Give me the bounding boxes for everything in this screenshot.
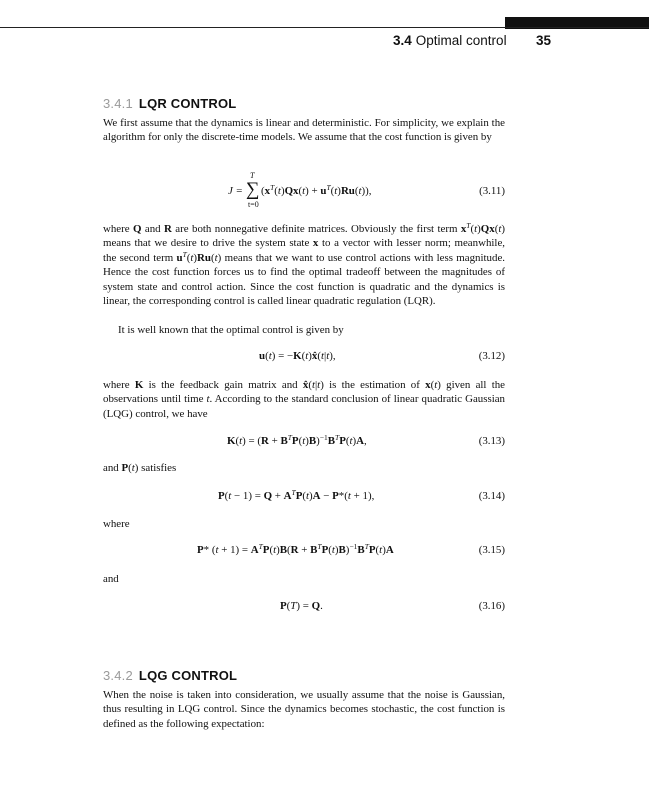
equation-3-15: P* $(t + 1) = A^TP(t)B(R + B^TP(t)B)^{-1}B^TP(t)A$ (3.15)	[197, 542, 505, 556]
section-number: 3.4.2	[103, 668, 133, 683]
section-number: 3.4.1	[103, 96, 133, 111]
text-and-p-satisfies: and P(t) satisfies	[103, 462, 177, 474]
text-where: where	[103, 518, 130, 530]
running-head	[393, 33, 551, 51]
sum-lower-limit: t=0	[248, 200, 259, 209]
equation-body: $(x^T(t)Qx(t) + u^T(t)Ru(t))$,	[261, 183, 372, 197]
running-head-section-number: 3.4	[393, 33, 412, 48]
equation-number: (3.12)	[478, 350, 505, 362]
section-heading-lqr	[103, 96, 236, 111]
equation-3-12: u(t) = −K(t)x̂(t|t), (3.12)	[259, 350, 505, 362]
paragraph-lqg: When the noise is taken into consideration, we usually assume that the noise is Gaussian, thus resulting in LQG control. Since the dynamics becomes stochastic, the cost function is defined as the following expectation:	[103, 689, 505, 730]
equation-number: (3.16)	[478, 600, 505, 612]
equation-number: (3.14)	[478, 490, 505, 502]
equation-3-11	[103, 171, 505, 211]
section-title: LQR CONTROL	[138, 96, 237, 111]
header-rule	[0, 27, 649, 28]
equation-3-13: $K(t) = (R + B^TP(t)B)^{-1}B^TP(t)A$, (3.13)	[227, 433, 505, 447]
paragraph-feedback-gain: where K is the feedback gain matrix and x̂(t|t) is the estimation of x(t) given all the observations until time t. According to the standard conclusion of linear quadratic Gaussian (LQG) control, we have	[103, 379, 506, 420]
running-head-section-title: Optimal control	[415, 33, 507, 48]
paragraph-intro: We first assume that the dynamics is linear and deterministic. For simplicity, we explain the algorithm for only the discrete-time models. We assume that the cost function is given by	[103, 117, 505, 144]
equation-number: (3.13)	[478, 435, 505, 447]
page-number: 35	[535, 33, 551, 48]
equation-number: (3.11)	[479, 185, 505, 197]
text-and: and	[103, 573, 119, 585]
sum-upper-limit: T	[250, 171, 255, 180]
paragraph-optimal-control: It is well known that the optimal control is given by	[118, 324, 344, 336]
equation-3-14: $P(t - 1) = Q + A^TP(t)A - P*(t + 1)$, (3.14)	[218, 488, 505, 502]
equation-number: (3.15)	[478, 544, 505, 556]
section-heading-lqg	[103, 668, 237, 683]
equation-3-16: P(T) = Q. (3.16)	[280, 600, 505, 612]
section-title: LQG CONTROL	[138, 668, 238, 683]
equation-lhs: J =	[228, 185, 243, 197]
paragraph-cost-explanation: where Q and R are both nonnegative definite matrices. Obviously the first term $x^T(t)Qx(t)$ means that we desire to drive the system state x to a vector with lesser norm; meanwhile, the second term $u^T(t)Ru(t)$ means that we want to use control actions with less magnitude. Hence the cost function forces us to find the optimal tradeoff between the magnitudes of system state and control action. Since the cost function is quadratic and the dynamics is linear, the corresponding control is called linear quadratic regulation (LQR).	[103, 221, 506, 308]
sum-symbol: ∑	[246, 179, 260, 200]
